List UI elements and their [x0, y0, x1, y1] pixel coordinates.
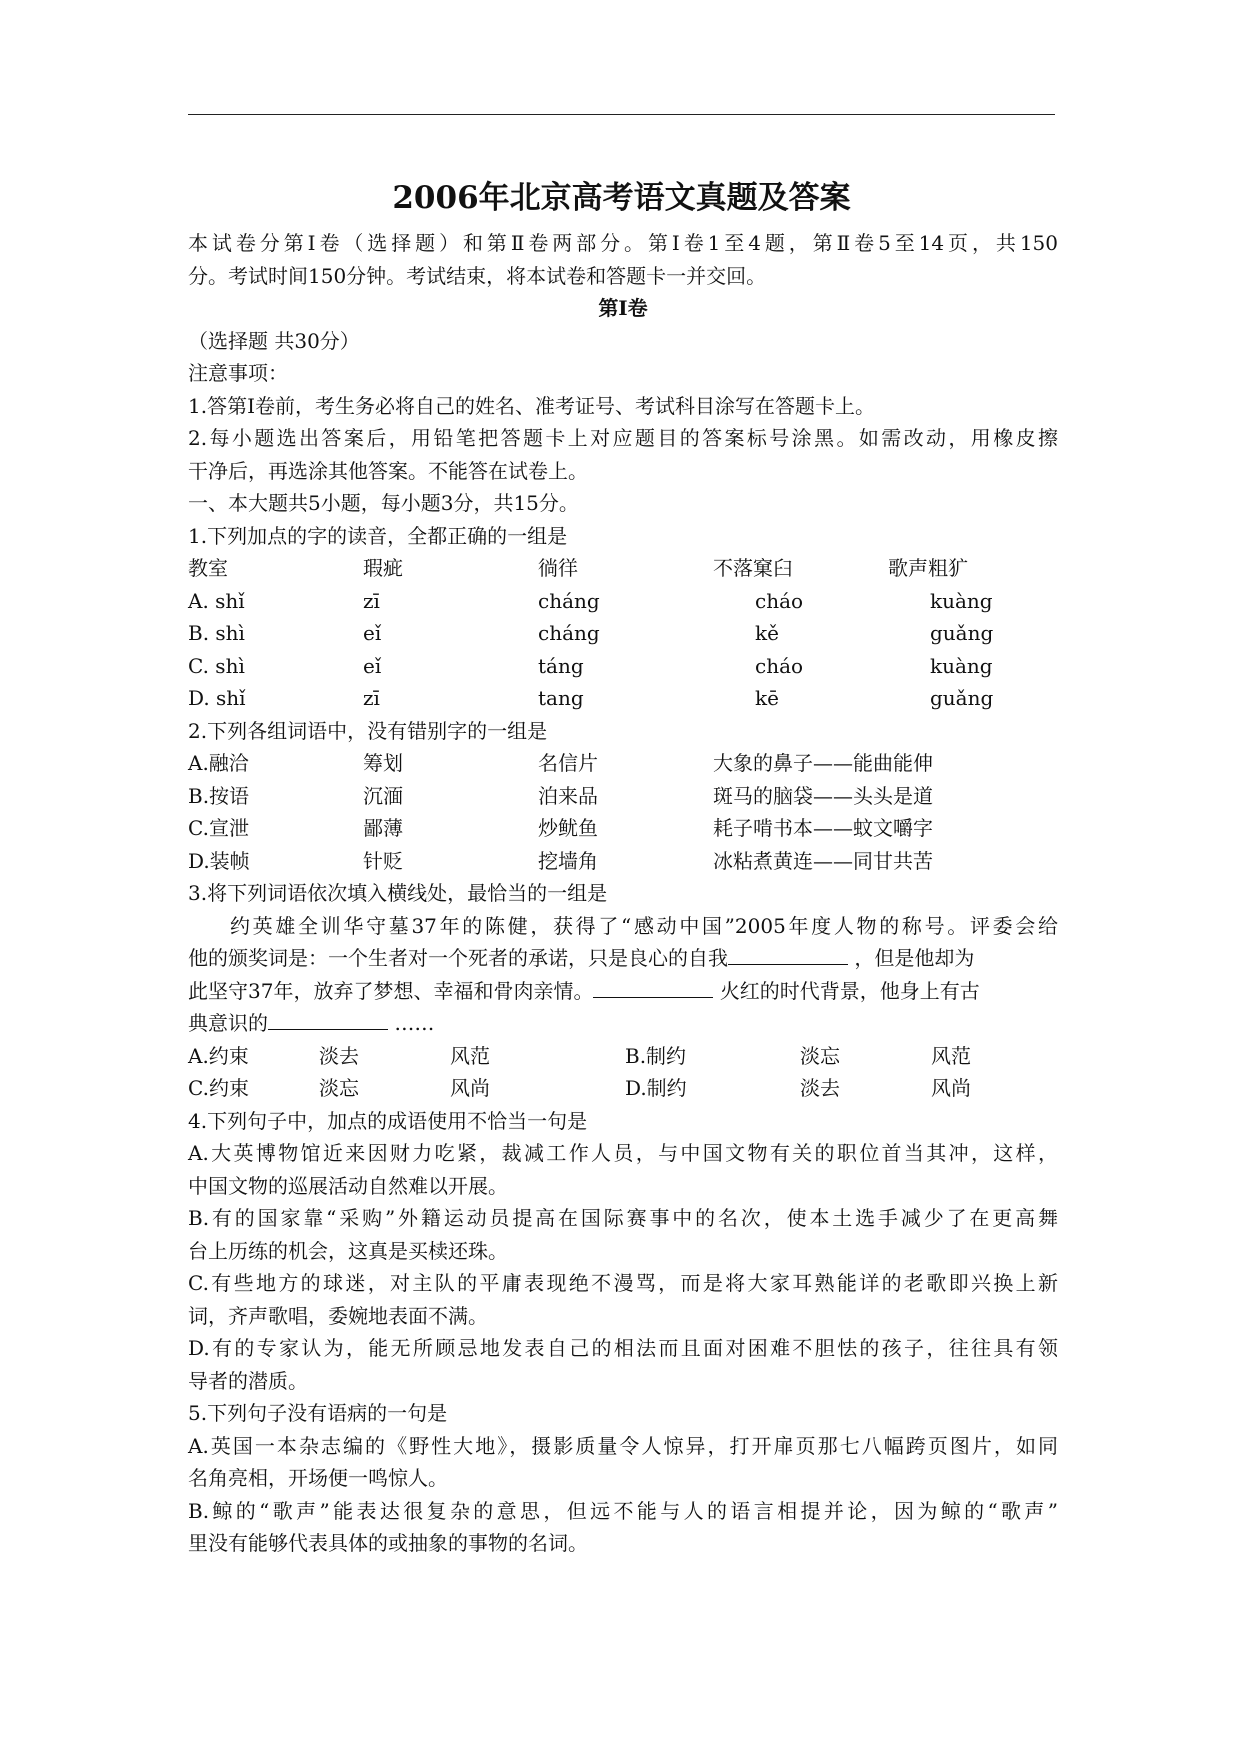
- q2-cell: B.按语: [188, 783, 250, 808]
- q4-option-b-line-2: 台上历练的机会，这真是买椟还珠。: [188, 1238, 508, 1263]
- q4-stem: 4.下列句子中，加点的成语使用不恰当一句是: [188, 1108, 588, 1133]
- page-title: 2006年北京高考语文真题及答案: [392, 180, 851, 216]
- q1-cell: zī: [363, 686, 380, 710]
- q4-option-b-line-1: B.有的国家靠“采购”外籍运动员提高在国际赛事中的名次，使本土选手减少了在更高舞: [188, 1206, 1058, 1230]
- q3-blank-2: [593, 975, 713, 998]
- q3-blank-1: [728, 942, 848, 965]
- q3-option-row: [188, 1040, 1058, 1073]
- q2-cell: 沉湎: [363, 783, 403, 808]
- q1-cell: kē: [755, 686, 779, 710]
- q3-passage-text: 典意识的: [188, 1011, 268, 1035]
- q2-option-row: [188, 747, 1058, 780]
- q1-cell: táng: [538, 653, 584, 678]
- q4-option-a-line-1: A.大英博物馆近来因财力吃紧，裁减工作人员，与中国文物有关的职位首当其冲，这样，: [188, 1141, 1058, 1165]
- intro-line-2: 分。考试时间150分钟。考试结束，将本试卷和答题卡一并交回。: [188, 263, 767, 288]
- q3-passage-text: ……: [394, 1011, 435, 1035]
- q1-option-row: [188, 585, 1058, 618]
- q1-cell: B. shì: [188, 621, 245, 645]
- notice-item-2-line-1: 2.每小题选出答案后，用铅笔把答题卡上对应题目的答案标号涂黑。如需改动，用橡皮擦: [188, 426, 1058, 450]
- q1-header-cell: 瑕疵: [363, 556, 403, 580]
- q1-cell: eǐ: [363, 653, 382, 678]
- section-heading: 一、本大题共5小题，每小题3分，共15分。: [188, 491, 579, 515]
- q1-cell: eǐ: [363, 621, 382, 645]
- q2-cell: 针贬: [363, 848, 403, 873]
- q1-header-cell: 教室: [188, 556, 228, 580]
- q3-passage-text: ，但是他却为: [854, 946, 975, 970]
- q3-cell: D.制约: [625, 1076, 687, 1100]
- q1-cell: kě: [755, 621, 779, 645]
- q4-option-c-line-2: 词，齐声歌唱，委婉地表面不满。: [188, 1303, 488, 1328]
- q3-stem: 3.将下列词语依次填入横线处，最恰当的一组是: [188, 881, 608, 905]
- q2-cell: 耗子啃书本——蚊文嚼字: [713, 816, 933, 840]
- notice-item-2-line-2: 干净后，再选涂其他答案。不能答在试卷上。: [188, 458, 588, 483]
- q1-cell: cháo: [755, 588, 804, 613]
- q1-cell: zī: [363, 588, 380, 613]
- q3-cell: 淡忘: [319, 1076, 359, 1100]
- q3-cell: 风尚: [450, 1076, 490, 1100]
- q1-header-cell: 不落窠臼: [713, 556, 793, 580]
- q3-cell: 淡忘: [800, 1043, 840, 1068]
- q2-cell: A.融洽: [188, 751, 249, 775]
- q1-cell: tang: [538, 686, 584, 710]
- q3-option-row: [188, 1072, 1058, 1105]
- q4-option-d-line-1: D.有的专家认为，能无所顾忌地发表自己的相法而且面对困难不胆怯的孩子，往往具有领: [188, 1336, 1058, 1360]
- q4-option-a-line-2: 中国文物的巡展活动自然难以开展。: [188, 1173, 508, 1198]
- page-body: [188, 227, 1058, 1560]
- header-rule: [188, 114, 1055, 115]
- q1-stem: 1.下列加点的字的读音，全都正确的一组是: [188, 523, 568, 548]
- q1-cell: guǎng: [930, 621, 994, 645]
- q2-cell: 炒鱿鱼: [538, 816, 598, 840]
- q3-cell: A.约束: [188, 1043, 249, 1068]
- q1-cell: D. shǐ: [188, 686, 246, 710]
- q2-cell: 名信片: [538, 751, 598, 775]
- q3-cell: 风范: [450, 1043, 490, 1068]
- q2-cell: 鄙薄: [363, 816, 403, 840]
- q1-cell: A. shǐ: [188, 588, 245, 613]
- q5-option-b-line-1: B.鲸的“歌声”能表达很复杂的意思，但远不能与人的语言相提并论，因为鲸的“歌声”: [188, 1498, 1058, 1523]
- q3-cell: C.约束: [188, 1076, 249, 1100]
- q5-stem: 5.下列句子没有语病的一句是: [188, 1401, 448, 1425]
- q5-option-a-line-1: A.英国一本杂志编的《野性大地》，摄影质量令人惊异，打开扉页那七八幅跨页图片，如同: [188, 1433, 1058, 1458]
- q3-passage-line-4: [188, 1007, 1058, 1040]
- q3-passage-text: 他的颁奖词是：一个生者对一个死者的承诺，只是良心的自我: [188, 946, 728, 970]
- q2-cell: D.装帧: [188, 848, 250, 873]
- q3-passage-line-1: 约英雄全训华守墓37年的陈健，获得了“感动中国”2005年度人物的称号。评委会给: [230, 913, 1058, 938]
- q1-option-row: [188, 650, 1058, 683]
- q2-cell: C.宣泄: [188, 816, 249, 840]
- q2-option-row: [188, 845, 1058, 878]
- q2-cell: 挖墙角: [538, 848, 598, 873]
- q2-cell: 斑马的脑袋——头头是道: [713, 783, 933, 808]
- q1-option-row: [188, 617, 1058, 650]
- q1-header-cell: 徜徉: [538, 556, 578, 580]
- q3-cell: 风尚: [931, 1076, 971, 1100]
- q2-cell: 泊来品: [538, 783, 598, 808]
- q2-option-row: [188, 812, 1058, 845]
- q1-cell: kuàng: [930, 653, 993, 678]
- notice-heading: 注意事项：: [188, 361, 288, 385]
- q3-cell: 风范: [931, 1043, 971, 1068]
- q1-header-cell: 歌声粗犷: [888, 556, 968, 580]
- q1-cell: cháng: [538, 588, 600, 613]
- q2-cell: 冰粘煮黄连——同甘共苦: [713, 848, 933, 873]
- q1-cell: C. shì: [188, 653, 245, 678]
- q3-cell: 淡去: [319, 1043, 359, 1068]
- q2-stem: 2.下列各组词语中，没有错别字的一组是: [188, 718, 548, 743]
- q2-cell: 筹划: [363, 751, 403, 775]
- q2-option-row: [188, 780, 1058, 813]
- q3-passage-line-3: [188, 975, 1058, 1008]
- q1-cell: guǎng: [930, 686, 994, 710]
- q3-cell: B.制约: [625, 1043, 687, 1068]
- q3-passage-text: 火红的时代背景，他身上有古: [719, 978, 980, 1003]
- q1-option-row: [188, 682, 1058, 715]
- volume-heading: 第Ⅰ卷: [598, 296, 648, 320]
- q2-cell: 大象的鼻子——能曲能伸: [713, 751, 933, 775]
- q5-option-a-line-2: 名角亮相，开场便一鸣惊人。: [188, 1466, 448, 1490]
- intro-line-1: 本试卷分第Ⅰ卷（选择题）和第Ⅱ卷两部分。第Ⅰ卷1至4题，第Ⅱ卷5至14页，共150: [188, 231, 1058, 255]
- q4-option-d-line-2: 导者的潜质。: [188, 1368, 308, 1393]
- q1-header-row: [188, 552, 1058, 585]
- q1-cell: cháo: [755, 653, 804, 678]
- q5-option-b-line-2: 里没有能够代表具体的或抽象的事物的名词。: [188, 1531, 588, 1555]
- q3-passage-text: 此坚守37年，放弃了梦想、幸福和骨肉亲情。: [188, 978, 594, 1003]
- q3-passage-line-2: [188, 942, 1058, 975]
- q3-blank-3: [268, 1007, 388, 1030]
- q1-cell: kuàng: [930, 588, 993, 613]
- notice-item-1: 1.答第Ⅰ卷前，考生务必将自己的姓名、准考证号、考试科目涂写在答题卡上。: [188, 393, 875, 418]
- q1-cell: cháng: [538, 621, 600, 645]
- q4-option-c-line-1: C.有些地方的球迷，对主队的平庸表现绝不漫骂，而是将大家耳熟能详的老歌即兴换上新: [188, 1271, 1058, 1295]
- q3-cell: 淡去: [800, 1076, 840, 1100]
- choice-note: （选择题 共30分）: [188, 328, 360, 353]
